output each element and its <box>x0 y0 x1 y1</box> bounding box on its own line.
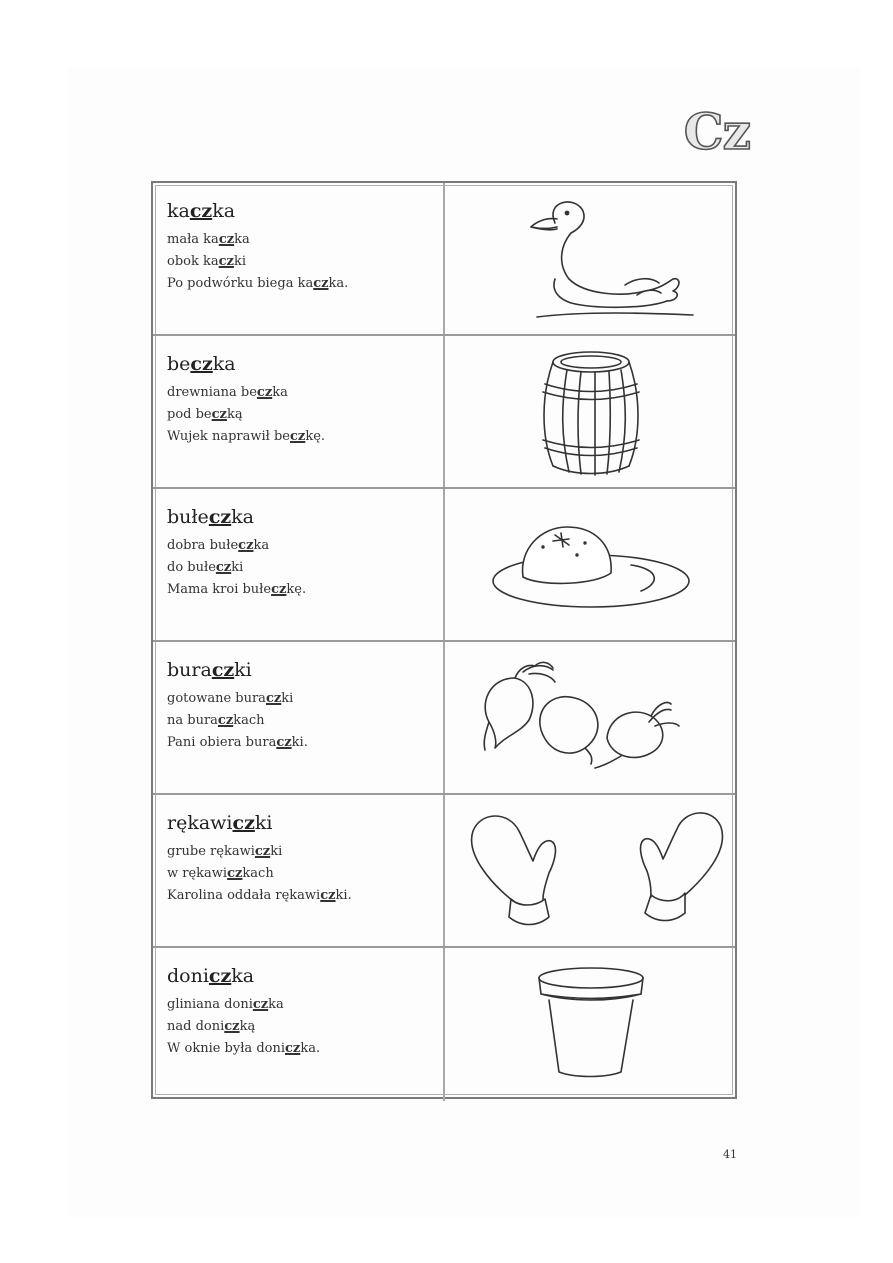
cz-highlight: cz <box>190 353 213 375</box>
example-sentence: Po podwórku biega kaczka. <box>167 276 349 291</box>
headword: kaczka <box>167 200 236 222</box>
picture-cell <box>445 336 735 487</box>
example-phrase: dobra bułeczka <box>167 538 270 553</box>
cz-highlight: cz <box>211 659 235 681</box>
example-sentence: W oknie była doniczka. <box>167 1041 321 1056</box>
cz-highlight: cz <box>208 965 232 987</box>
cz-highlight: cz <box>208 506 232 528</box>
headword: rękawiczki <box>167 812 273 834</box>
picture-cell <box>445 948 735 1101</box>
picture-cell <box>445 642 735 793</box>
bun-on-plate-illustration <box>445 489 735 640</box>
letter-heading: Cz <box>683 102 750 161</box>
page-number: 41 <box>723 1148 737 1161</box>
headword: bułeczka <box>167 506 255 528</box>
word-text-cell <box>153 948 445 1101</box>
headword: buraczki <box>167 659 252 681</box>
cz-highlight: cz <box>189 200 213 222</box>
example-phrase: obok kaczki <box>167 254 246 269</box>
example-phrase: mała kaczka <box>167 232 250 247</box>
example-phrase: grube rękawiczki <box>167 844 283 859</box>
flower-pot-illustration <box>445 948 735 1099</box>
word-card-row <box>153 489 735 642</box>
word-card-row <box>153 183 735 336</box>
mittens-illustration <box>445 795 735 946</box>
cz-highlight: cz <box>232 812 255 834</box>
example-phrase: w rękawiczkach <box>167 866 274 881</box>
example-phrase: nad doniczką <box>167 1019 256 1034</box>
example-phrase: na buraczkach <box>167 713 265 728</box>
duck-illustration <box>445 183 735 334</box>
word-text-cell <box>153 795 445 946</box>
example-sentence: Karolina oddała rękawiczki. <box>167 888 352 903</box>
example-phrase: gliniana doniczka <box>167 997 284 1012</box>
word-text-cell <box>153 336 445 487</box>
word-card-row <box>153 795 735 948</box>
picture-cell <box>445 489 735 640</box>
word-card-row <box>153 948 735 1101</box>
word-card-row <box>153 336 735 489</box>
example-sentence: Mama kroi bułeczkę. <box>167 582 307 597</box>
example-phrase: drewniana beczka <box>167 385 288 400</box>
example-sentence: Wujek naprawił beczkę. <box>167 429 326 444</box>
example-phrase: gotowane buraczki <box>167 691 294 706</box>
example-phrase: do bułeczki <box>167 560 244 575</box>
word-text-cell <box>153 489 445 640</box>
word-card-row <box>153 642 735 795</box>
picture-cell <box>445 183 735 334</box>
example-sentence: Pani obiera buraczki. <box>167 735 308 750</box>
barrel-illustration <box>445 336 735 487</box>
beetroots-illustration <box>445 642 735 793</box>
headword: beczka <box>167 353 236 375</box>
word-card-table <box>151 181 737 1099</box>
word-text-cell <box>153 642 445 793</box>
picture-cell <box>445 795 735 946</box>
example-phrase: pod beczką <box>167 407 243 422</box>
headword: doniczka <box>167 965 255 987</box>
word-text-cell <box>153 183 445 334</box>
